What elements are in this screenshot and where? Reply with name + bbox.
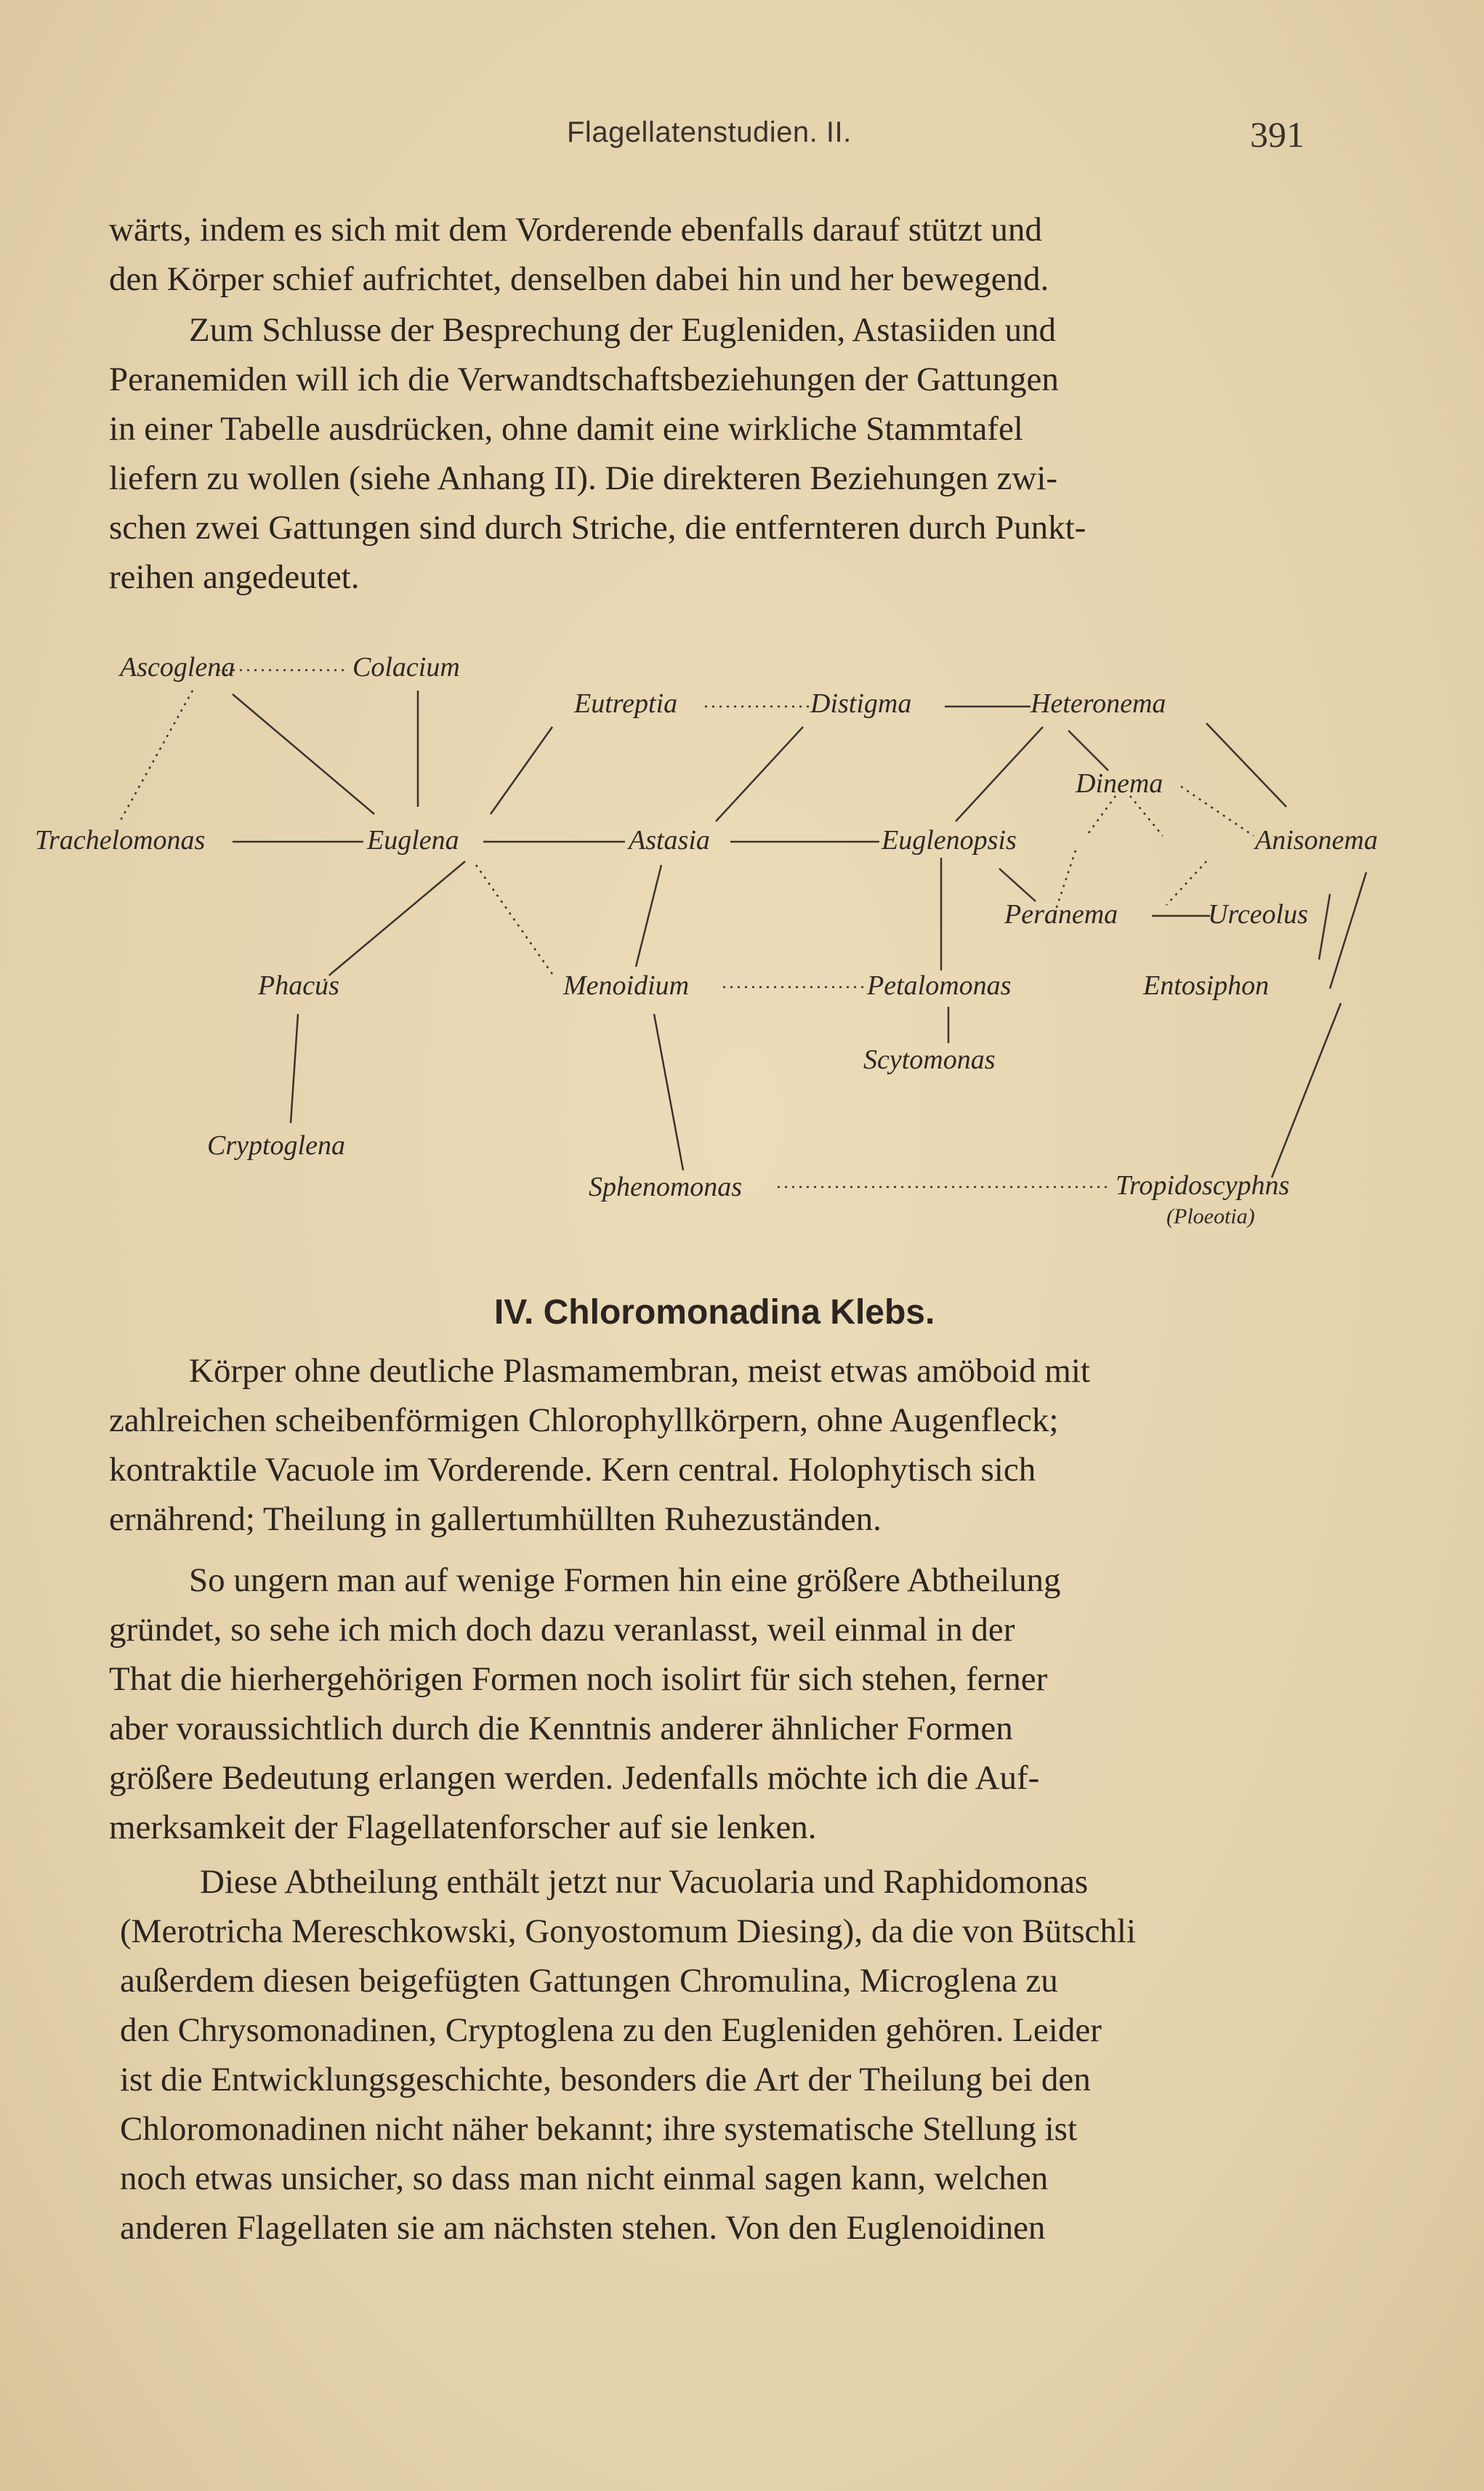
text-line: außerdem diesen beigefügten Gattungen Chromulina, Microglena zu (120, 1962, 1058, 2000)
text-line: noch etwas unsicher, so dass man nicht einmal sagen kann, welchen (120, 2160, 1049, 2197)
genus-phacus: Phacus (258, 970, 339, 1001)
section-heading: IV. Chloromonadina Klebs. (494, 1293, 935, 1332)
genus-peranema: Peranema (1004, 899, 1118, 930)
connector-heteronema-euglenopsis (956, 727, 1043, 821)
text-line: Körper ohne deutliche Plasmamembran, meist etwas amöboid mit (189, 1352, 1090, 1390)
paragraph-justification (109, 1556, 1337, 1852)
genus-petalomonas: Petalomonas (867, 970, 1012, 1001)
connector-ascoglena-euglena (233, 694, 374, 814)
genus-ploeotia: (Ploeotia) (1166, 1204, 1255, 1228)
connector-anisonema-urceolus (1166, 861, 1206, 905)
text-line: merksamkeit der Flagellatenforscher auf sie lenken. (109, 1808, 817, 1846)
connector-dinema-anisonema (1181, 786, 1254, 836)
text-line: So ungern man auf wenige Formen hin eine größere Abtheilung (189, 1561, 1061, 1599)
text-line: anderen Flagellaten sie am nächsten stehen. Von den Euglenoidinen (120, 2209, 1046, 2247)
text-line: ernährend; Theilung in gallertumhüllten Ruhezuständen. (109, 1500, 882, 1538)
text-line: Zum Schlusse der Besprechung der Eugleniden, Astasiiden und (189, 311, 1057, 349)
connector-eutreptia-euglena (491, 727, 552, 814)
connector-urceolus-entosiphon (1319, 894, 1330, 959)
genus-euglena: Euglena (367, 825, 459, 856)
text-line: ist die Entwicklungsgeschichte, besonders die Art der Theilung bei den (120, 2061, 1091, 2098)
genus-eutreptia: Eutreptia (574, 688, 678, 719)
text-line: größere Bedeutung erlangen werden. Jedenfalls möchte ich die Auf- (109, 1759, 1040, 1797)
text-line: (Merotricha Mereschkowski, Gonyostomum Diesing), da die von Bütschli (120, 1912, 1137, 1950)
text-line: wärts, indem es sich mit dem Vorderende ebenfalls darauf stützt und (109, 211, 1042, 249)
genus-entosiphon: Entosiphon (1143, 970, 1270, 1001)
text-line: Chloromonadinen nicht näher bekannt; ihre systematische Stellung ist (120, 2110, 1078, 2148)
genus-colacium: Colacium (352, 652, 460, 683)
connector-anisonema-entosiphon (1330, 872, 1366, 989)
genus-dinema: Dinema (1076, 768, 1164, 799)
text-line: den Körper schief aufrichtet, denselben dabei hin und her bewegend. (109, 260, 1049, 298)
diagram-connectors (120, 670, 1366, 1187)
connector-dinema-right (1130, 796, 1163, 836)
running-title: Flagellatenstudien. II. (567, 116, 852, 148)
genus-ascoglena: Ascoglena (120, 652, 235, 683)
text-line: in einer Tabelle ausdrücken, ohne damit eine wirkliche Stammtafel (109, 410, 1023, 448)
text-line: kontraktile Vacuole im Vorderende. Kern central. Holophytisch sich (109, 1451, 1036, 1489)
genus-menoidium: Menoidium (563, 970, 690, 1001)
paragraph-contents (120, 1857, 1348, 2253)
genus-cryptoglena: Cryptoglena (207, 1130, 345, 1161)
connector-dinema-left (1086, 796, 1116, 836)
genus-astasia: Astasia (629, 825, 710, 856)
connector-euglenopsis-peranema (999, 869, 1036, 901)
genus-anisonema: Anisonema (1255, 825, 1378, 856)
genus-sphenomonas: Sphenomonas (589, 1172, 743, 1202)
page-number: 391 (1250, 114, 1304, 155)
genus-tropidoscyphus: Tropidoscyphns (1116, 1170, 1290, 1201)
connector-euglena-phacus (331, 861, 465, 974)
text-line: aber voraussichtlich durch die Kenntnis anderer ähnlicher Formen (109, 1710, 1013, 1747)
genus-trachelomonas: Trachelomonas (35, 825, 206, 856)
connector-menoidium-sphenomonas (654, 1014, 683, 1170)
text-line: Peranemiden will ich die Verwandtschaftsbeziehungen der Gattungen (109, 361, 1059, 398)
connector-euglena-menoidium (476, 865, 552, 974)
genus-scytomonas: Scytomonas (863, 1045, 996, 1075)
text-line: Diese Abtheilung enthält jetzt nur Vacuolaria und Raphidomonas (200, 1863, 1089, 1901)
connector-heteronema-dinema (1068, 731, 1108, 770)
connector-entosiphon-tropidoscyphus (1272, 1003, 1341, 1178)
genus-urceolus: Urceolus (1208, 899, 1308, 930)
paragraph-diagnosis (109, 1346, 1337, 1544)
connector-astasia-menoidium (636, 865, 661, 967)
genus-euglenopsis: Euglenopsis (882, 825, 1017, 856)
text-line: That die hierhergehörigen Formen noch isolirt für sich stehen, ferner (109, 1660, 1048, 1698)
connector-phacus-cryptoglena (291, 1014, 298, 1123)
connector-distigma-astasia (716, 727, 803, 821)
connector-heteronema-anisonema (1206, 723, 1286, 807)
connector-ascoglena-trachelomonas (120, 691, 193, 821)
text-line: schen zwei Gattungen sind durch Striche, die entfernteren durch Punkt- (109, 509, 1086, 547)
text-line: den Chrysomonadinen, Cryptoglena zu den Eugleniden gehören. Leider (120, 2011, 1102, 2049)
text-line: gründet, so sehe ich mich doch dazu veranlasst, weil einmal in der (109, 1611, 1015, 1649)
genus-heteronema: Heteronema (1031, 688, 1166, 719)
text-line: liefern zu wollen (siehe Anhang II). Die direkteren Beziehungen zwi- (109, 459, 1058, 497)
text-line: zahlreichen scheibenförmigen Chlorophyllkörpern, ohne Augenfleck; (109, 1401, 1059, 1439)
text-line: reihen angedeutet. (109, 558, 360, 596)
genus-distigma: Distigma (810, 688, 912, 719)
